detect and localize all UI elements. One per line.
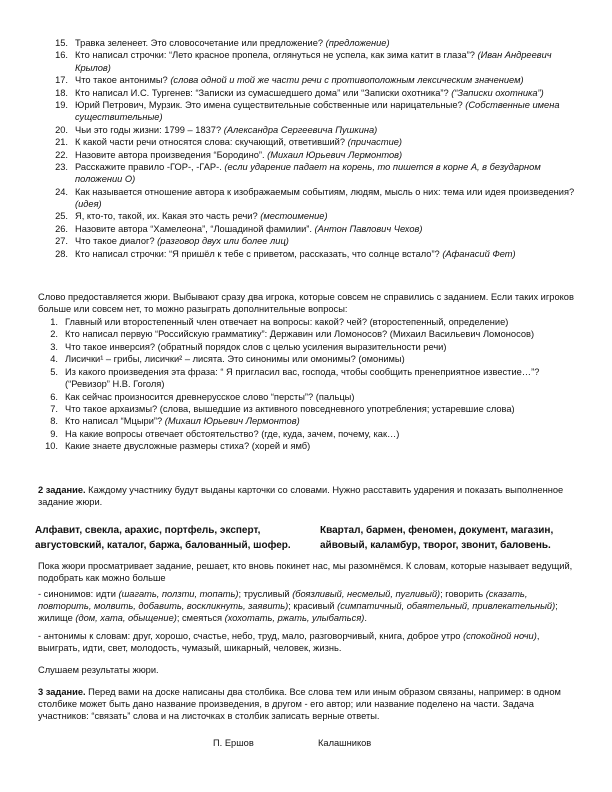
list-item bbox=[38, 210, 578, 222]
syn-text: ; трусливый bbox=[238, 589, 293, 599]
ant-text: , выиграть, идти, свет, молодость, чумазый, шикарный, человек, жизнь. bbox=[38, 631, 540, 654]
item-number: 10. bbox=[45, 441, 58, 452]
card-right bbox=[320, 524, 580, 553]
question-text: Как сейчас произносится древнерусское слово “персты”? (пальцы) bbox=[65, 391, 355, 402]
item-number: 4. bbox=[50, 354, 58, 365]
card-left-line1: Алфавит, свекла, арахис, портфель, эксперт, bbox=[35, 525, 261, 536]
list-item bbox=[38, 415, 578, 427]
list-item bbox=[38, 328, 578, 340]
question-text: Травка зеленеет. Это словосочетание или предложение? bbox=[75, 38, 324, 48]
item-text bbox=[65, 316, 578, 328]
answer-text: (предложение) bbox=[325, 38, 390, 48]
item-number: 1. bbox=[50, 317, 58, 327]
list-item bbox=[38, 136, 578, 148]
extra-questions-list bbox=[38, 316, 578, 453]
list-item bbox=[38, 223, 578, 235]
question-text: К какой части речи относятся слова: скучающий, ответивший? bbox=[75, 137, 346, 148]
item-number: 9. bbox=[50, 428, 58, 439]
list-item bbox=[38, 248, 578, 260]
item-text bbox=[75, 248, 578, 260]
question-text: Что такое инверсия? (обратный порядок слов с целью усиления выразительности речи) bbox=[65, 341, 447, 352]
answer-text: (местоимение) bbox=[260, 211, 328, 222]
item-text bbox=[75, 99, 578, 123]
item-text bbox=[65, 428, 578, 440]
question-text: Расскажите правило -ГОР-, -ГАР-. bbox=[75, 162, 222, 173]
item-text bbox=[75, 235, 578, 247]
item-text bbox=[75, 74, 578, 86]
item-text bbox=[75, 49, 578, 73]
list-item bbox=[38, 149, 578, 161]
item-number: 26. bbox=[55, 223, 68, 234]
item-number: 24. bbox=[55, 186, 68, 197]
list-item bbox=[38, 37, 578, 49]
item-number: 22. bbox=[55, 149, 68, 160]
answer-text: (разговор двух или более лиц) bbox=[157, 236, 289, 247]
question-text: Как называется отношение автора к изображаемым событиям, людям, мысль о них: тема или идея произведения? bbox=[75, 186, 575, 197]
list-item bbox=[38, 124, 578, 136]
item-text bbox=[75, 186, 578, 210]
question-text: Что такое антонимы? bbox=[75, 75, 168, 86]
antonyms-paragraph bbox=[38, 630, 580, 654]
item-number: 5. bbox=[50, 366, 58, 377]
list-item bbox=[38, 366, 578, 390]
question-text: Кто написал “Мцыри”? bbox=[65, 416, 163, 427]
item-number: 25. bbox=[55, 211, 68, 222]
item-number: 28. bbox=[55, 248, 68, 259]
questions-list-part1 bbox=[38, 37, 578, 260]
list-item bbox=[38, 353, 578, 365]
syn-text: - синонимов: идти bbox=[38, 589, 119, 599]
list-item bbox=[38, 87, 578, 99]
item-number: 7. bbox=[50, 404, 58, 414]
task2-paragraph bbox=[38, 484, 580, 508]
question-text: Назовите автора произведения “Бородино”. bbox=[75, 149, 265, 160]
answer-text: (Антон Павлович Чехов) bbox=[314, 223, 423, 234]
question-text: Юрий Петрович, Мурзик. Это имена существительные собственные или нарицательные? bbox=[75, 100, 463, 111]
question-text: Кто написал строчки: “Я пришёл к тебе с приветом, рассказать, что солнце встало”? bbox=[75, 248, 440, 259]
item-text bbox=[75, 136, 578, 148]
column-head-left: П. Ершов bbox=[213, 738, 254, 748]
item-text bbox=[65, 415, 578, 427]
list-item bbox=[38, 391, 578, 403]
item-text bbox=[75, 37, 578, 49]
answer-text: (Александра Сергеевича Пушкина) bbox=[223, 124, 378, 135]
item-number: 2. bbox=[50, 329, 58, 340]
syn-answer: (дом, хата, обыщение) bbox=[75, 613, 177, 624]
question-text: Кто написал первую “Российскую грамматику”: Державин или Ломоносов? (Михаил Васильевич Ломоносов) bbox=[65, 329, 535, 340]
item-number: 17. bbox=[55, 75, 68, 86]
item-number: 19. bbox=[55, 100, 68, 111]
item-number: 16. bbox=[55, 50, 68, 61]
item-number: 18. bbox=[55, 87, 68, 98]
item-text bbox=[65, 440, 578, 452]
list-item bbox=[38, 428, 578, 440]
question-text: Что такое диалог? bbox=[75, 236, 155, 247]
item-number: 15. bbox=[55, 38, 68, 48]
item-number: 6. bbox=[50, 391, 58, 402]
item-text bbox=[75, 149, 578, 161]
question-text: На какие вопросы отвечает обстоятельство? (где, куда, зачем, почему, как…) bbox=[65, 428, 400, 439]
syn-answer: (шагать, ползти, топать) bbox=[118, 589, 239, 599]
item-text bbox=[75, 87, 578, 99]
card-right-line2: айвовый, каламбур, творог, звонит, баловень. bbox=[320, 539, 551, 551]
answer-text: (Михаил Юрьевич Лермонтов) bbox=[164, 416, 300, 427]
item-text bbox=[65, 391, 578, 403]
answer-text: (причастие) bbox=[347, 137, 403, 148]
syn-text: ; смеяться bbox=[176, 613, 225, 624]
list-item bbox=[38, 186, 578, 210]
question-text: Кто написал И.С. Тургенев: “Записки из сумасшедшего дома” или “Записки охотника”? bbox=[75, 87, 449, 98]
item-text bbox=[75, 210, 578, 222]
results-line: Слушаем результаты жюри. bbox=[38, 665, 159, 675]
answer-text: (идея) bbox=[75, 198, 102, 209]
card-left-line2: августовский, каталог, баржа, балованный, шофер. bbox=[35, 539, 291, 551]
question-text: Какие знаете двусложные размеры стиха? (хорей и ямб) bbox=[65, 441, 311, 452]
answer-text: (если ударение падает на корень, то пишется в корне А, в безударном положении О) bbox=[75, 162, 541, 185]
item-text bbox=[65, 353, 578, 365]
question-text: Назовите автора “Хамелеона”, “Лошадиной фамилии”. bbox=[75, 223, 312, 234]
item-text bbox=[65, 403, 578, 415]
item-text bbox=[65, 366, 578, 390]
answer-text: (“Записки охотника”) bbox=[451, 87, 544, 98]
list-item bbox=[38, 235, 578, 247]
item-text bbox=[75, 161, 578, 185]
item-number: 8. bbox=[50, 416, 58, 427]
task3-text: Перед вами на доске написаны два столбика. Все слова тем или иным образом связаны, например: в одном столбике может быть дано название произведения, в другом - его автор; или название поделено на части. Задача участников: “связать” слова и на листочках в столбик записать верные ответы. bbox=[38, 687, 561, 722]
item-number: 23. bbox=[55, 162, 68, 173]
ant-answer: (спокойной ночи) bbox=[463, 631, 537, 641]
question-text: Главный или второстепенный член отвечает на вопросы: какой? чей? (второстепенный, определение) bbox=[65, 317, 509, 327]
item-number: 27. bbox=[55, 236, 68, 247]
item-number: 3. bbox=[50, 341, 58, 352]
question-text: Чьи это годы жизни: 1799 – 1837? bbox=[75, 124, 222, 135]
card-left bbox=[35, 524, 315, 553]
synonyms-paragraph bbox=[38, 588, 580, 624]
question-text: Кто написал строчки: “Лето красное пропела, оглянуться не успела, как зима катит в глаза”? bbox=[75, 50, 475, 61]
item-text bbox=[65, 341, 578, 353]
syn-answer: (хохотать, ржать, улыбаться) bbox=[224, 613, 365, 624]
item-text bbox=[65, 328, 578, 340]
item-text bbox=[75, 223, 578, 235]
question-text: Я, кто-то, такой, их. Какая это часть речи? bbox=[75, 211, 258, 222]
list-item bbox=[38, 403, 578, 415]
list-item bbox=[38, 161, 578, 185]
task3-label: 3 задание. bbox=[38, 687, 86, 697]
answer-text: (Иван Андреевич Крылов) bbox=[75, 50, 552, 73]
column-head-right: Калашников bbox=[318, 738, 372, 748]
list-item bbox=[38, 440, 578, 452]
answer-text: (Михаил Юрьевич Лермонтов) bbox=[267, 149, 403, 160]
syn-text: . bbox=[364, 613, 367, 624]
syn-text: ; говорить bbox=[440, 589, 486, 599]
syn-answer: (сказать, повторить, молвить, добавить, воскликнуть, заявить) bbox=[38, 589, 528, 612]
ant-text: - антонимы к словам: друг, хорошо, счастье, небо, труд, мало, разговорчивый, книга, доброе утро bbox=[38, 631, 464, 641]
jury-note: Пока жюри просматривает задание, решает, кто вновь покинет нас, мы разомнёмся. К словам, которые называет ведущий, подобрать как можно больше bbox=[38, 561, 573, 584]
syn-text: ; жилище bbox=[38, 601, 558, 624]
card-right-line1: Квартал, бармен, феномен, документ, магазин, bbox=[320, 525, 554, 536]
item-number: 21. bbox=[55, 137, 68, 148]
answer-text: (Собственные имена существительные) bbox=[75, 100, 560, 123]
list-item bbox=[38, 99, 578, 123]
task3-paragraph bbox=[38, 686, 580, 722]
list-item bbox=[38, 341, 578, 353]
answer-text: (слова одной и той же части речи с противоположным лексическим значением) bbox=[170, 75, 524, 86]
syn-answer: (боязливый, несмелый, пугливый) bbox=[292, 589, 441, 599]
list-item bbox=[38, 49, 578, 73]
task2-label: 2 задание. bbox=[38, 485, 86, 495]
question-text: Что такое архаизмы? (слова, вышедшие из активного повседневного употребления; устаревшие слова) bbox=[65, 404, 515, 414]
syn-text: ; красивый bbox=[288, 601, 338, 612]
list-item bbox=[38, 316, 578, 328]
syn-answer: (симпатичный, обаятельный, привлекательный) bbox=[337, 601, 556, 612]
question-text: Лисички¹ – грибы, лисички² – лисята. Это синонимы или омонимы? (омонимы) bbox=[65, 354, 405, 365]
question-text: Из какого произведения эта фраза: “ Я пригласил вас, господа, чтобы сообщить пренеприятное известие…”? (“Ревизор” Н.В. Гоголя) bbox=[65, 366, 540, 390]
item-number: 20. bbox=[55, 124, 68, 135]
list-item bbox=[38, 74, 578, 86]
jury-intro: Слово предоставляется жюри. Выбывают сразу два игрока, которые совсем не справились с заданием. Если таких игроков больше или совсем нет, то можно разыграть дополнительные вопросы: bbox=[38, 292, 574, 315]
task2-text: Каждому участнику будут выданы карточки со словами. Нужно расставить ударения и показать выполненное задание жюри. bbox=[38, 485, 564, 508]
item-text bbox=[75, 124, 578, 136]
answer-text: (Афанасий Фет) bbox=[442, 248, 516, 259]
